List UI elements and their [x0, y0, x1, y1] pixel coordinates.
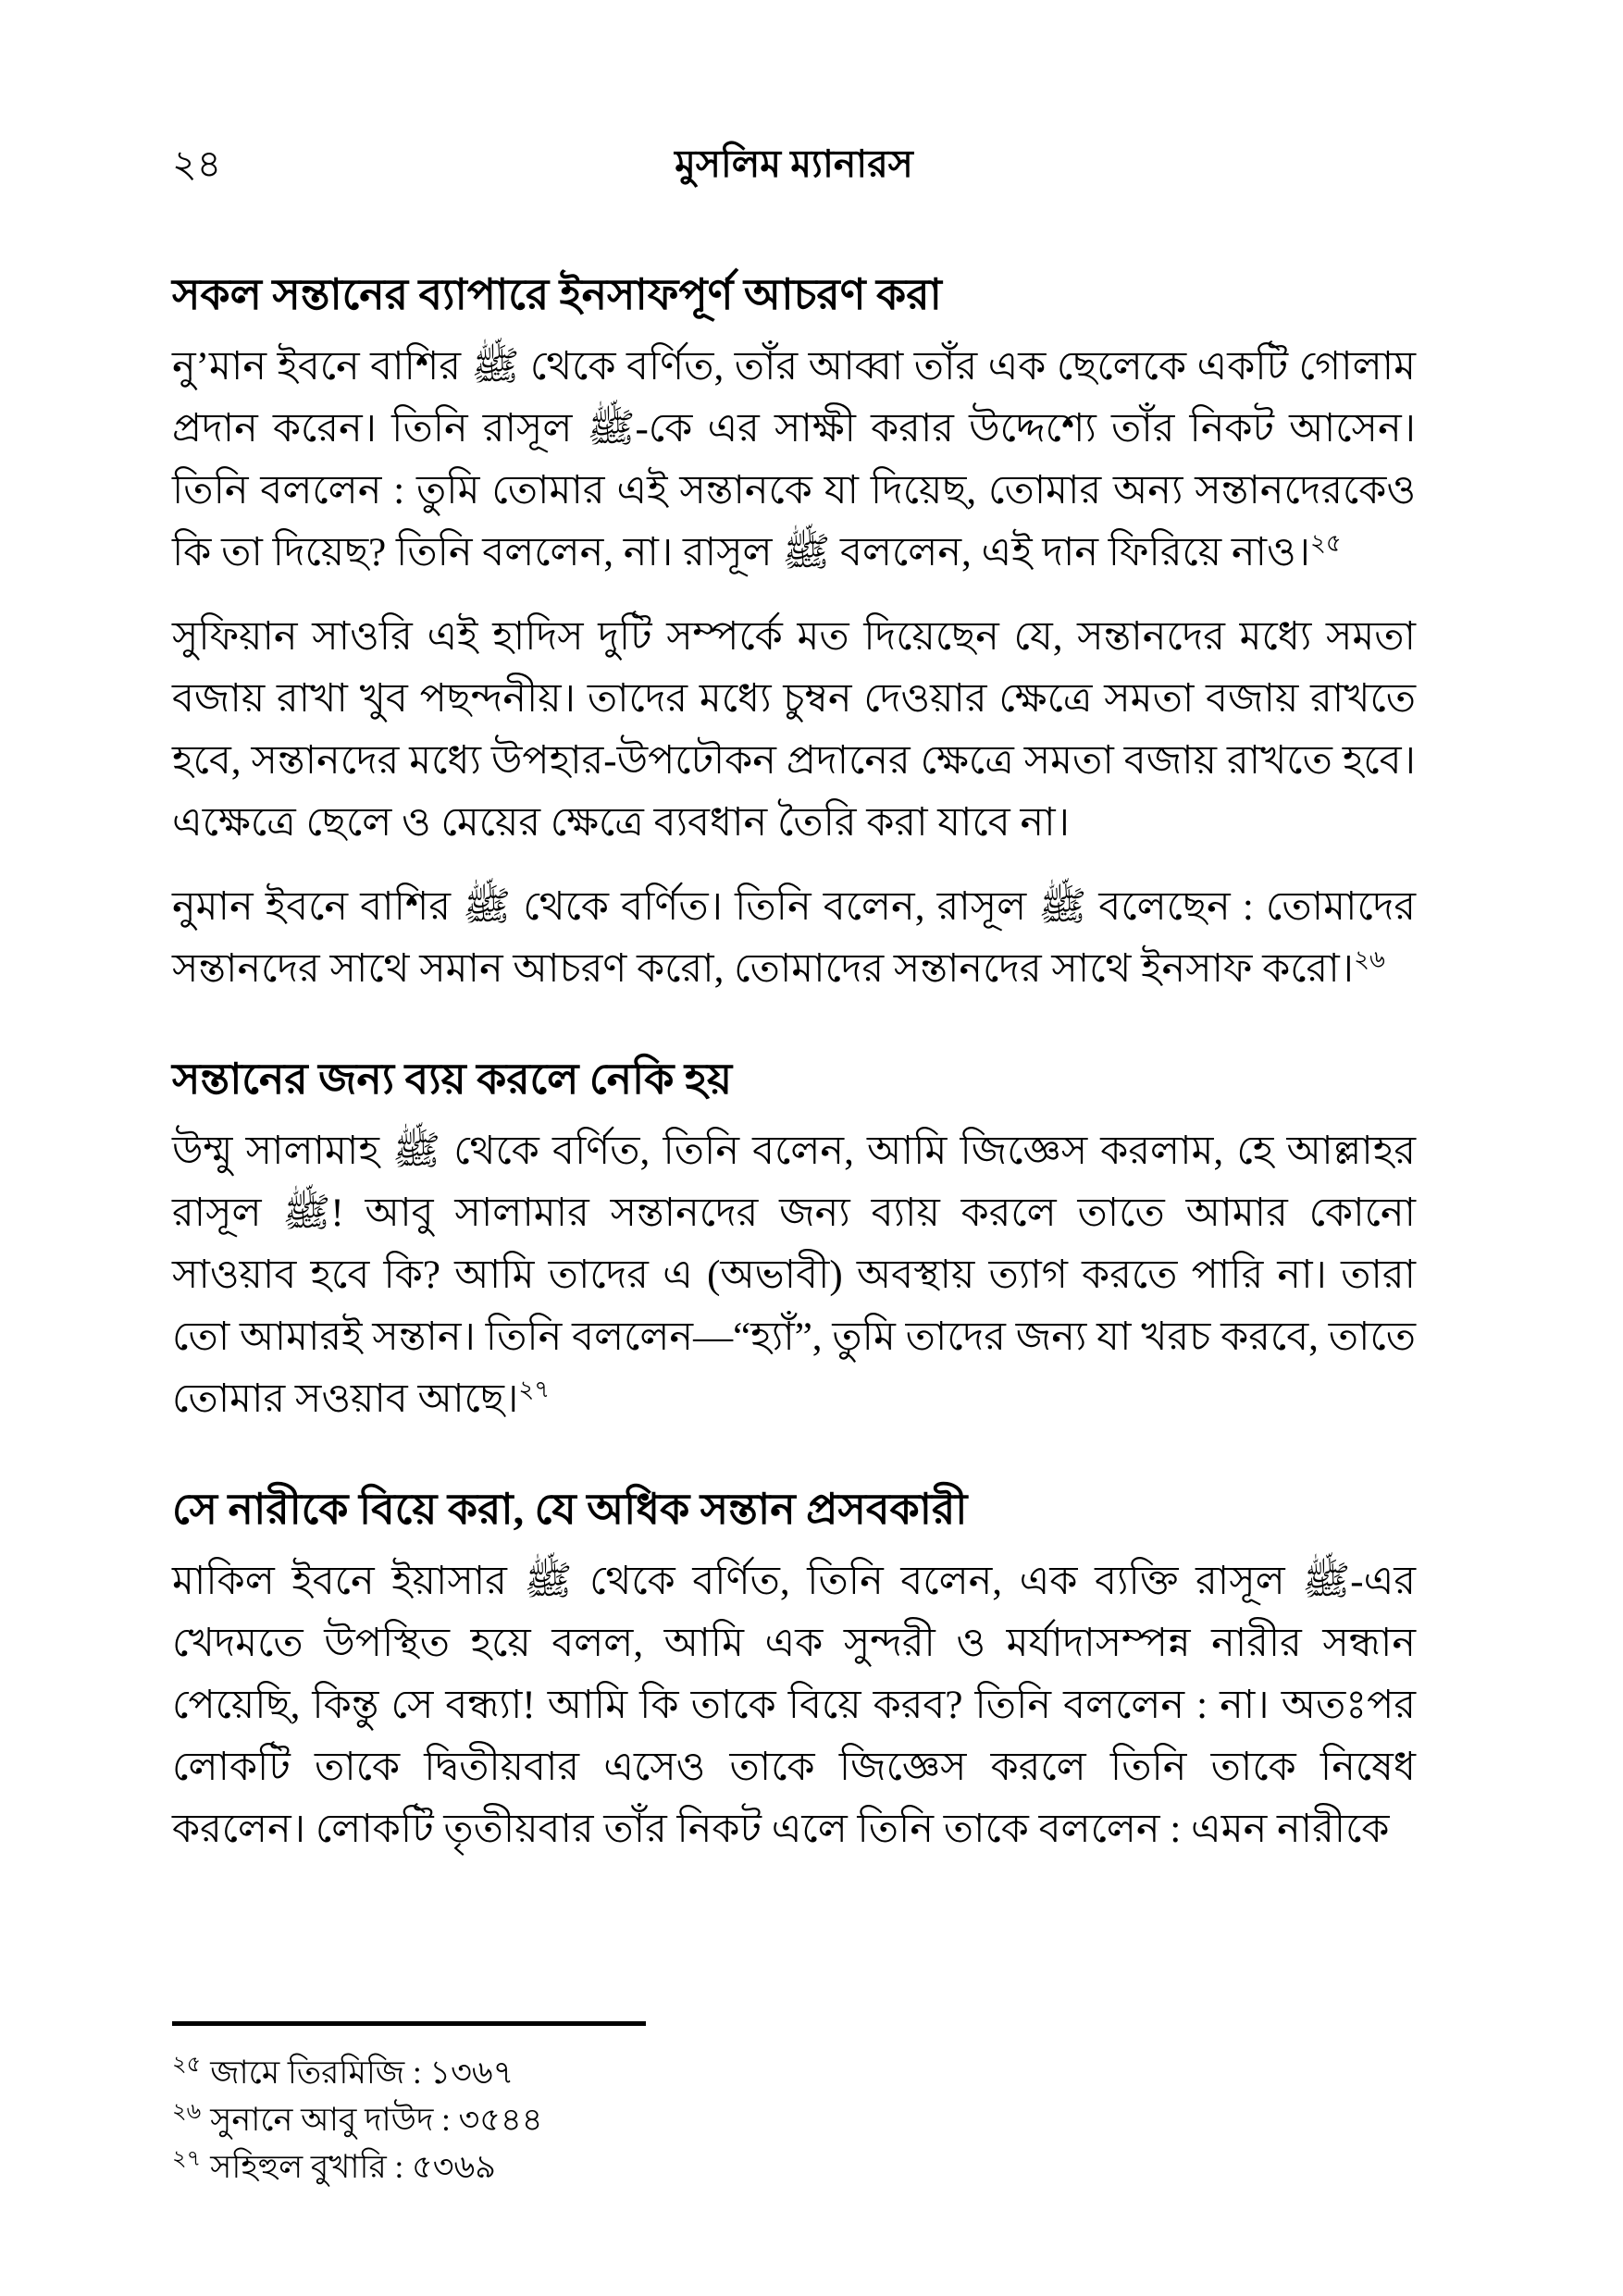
footnote-number: ২৫ — [172, 2053, 202, 2078]
footnotes-block — [172, 2021, 1416, 2191]
footnote-text: সহিহুল বুখারি : ৫৩৬৯ — [210, 2149, 496, 2185]
paragraph-text: সুফিয়ান সাওরি এই হাদিস দুটি সম্পর্কে মত দিয়েছেন যে, সন্তানদের মধ্যে সমতা বজায় রাখা খুব পছন্দনীয়। তাদের মধ্যে চুম্বন দেওয়ার ক্ষেত্রে সমতা বজায় রাখতে হবে, সন্তানদের মধ্যে উপহার-উপঢৌকন প্রদানের ক্ষেত্রে সমতা বজায় রাখতে হবে। এক্ষেত্রে ছেলে ও মেয়ের ক্ষেত্রে ব্যবধান তৈরি করা যাবে না। — [172, 615, 1416, 845]
body-paragraph — [172, 336, 1416, 584]
body-paragraph — [172, 606, 1416, 854]
running-title: মুসলিম ম্যানারস — [675, 142, 913, 185]
footnote-item — [172, 2050, 1416, 2096]
footnote-text: জামে তিরমিজি : ১৩৬৭ — [210, 2055, 514, 2091]
footnote-separator — [172, 2021, 646, 2026]
section-heading: সকল সন্তানের ব্যাপারে ইনসাফপূর্ণ আচরণ করা — [172, 271, 942, 318]
running-head — [172, 139, 1416, 190]
body-paragraph — [172, 1120, 1416, 1430]
footnote-number: ২৭ — [172, 2147, 202, 2172]
body-paragraph — [172, 1550, 1416, 1860]
section-heading: সে নারীকে বিয়ে করা, যে অধিক সন্তান প্রসবকারী — [172, 1486, 968, 1533]
section-heading: সন্তানের জন্য ব্যয় করলে নেকি হয় — [172, 1055, 733, 1103]
footnote-text: সুনানে আবু দাউদ : ৩৫৪৪ — [210, 2102, 543, 2138]
footnote-ref: ২৫ — [1310, 529, 1342, 557]
footnote-item — [172, 2144, 1416, 2191]
body-paragraph — [172, 876, 1416, 1000]
footnote-number: ২৬ — [172, 2100, 202, 2125]
paragraph-text: উম্মু সালামাহ ﷺ থেকে বর্ণিত, তিনি বলেন, আমি জিজ্ঞেস করলাম, হে আল্লাহর রাসূল ﷺ! আবু সালামার সন্তানদের জন্য ব্যায় করলে তাতে আমার কোনো সাওয়াব হবে কি? আমি তাদের এ (অভাবী) অবস্থায় ত্যাগ করতে পারি না। তারা তো আমারই সন্তান। তিনি বললেন—“হ্যাঁ”, তুমি তাদের জন্য যা খরচ করবে, তাতে তোমার সওয়াব আছে। — [172, 1129, 1416, 1421]
footnote-ref: ২৭ — [518, 1376, 551, 1403]
paragraph-text: মাকিল ইবনে ইয়াসার ﷺ থেকে বর্ণিত, তিনি বলেন, এক ব্যক্তি রাসূল ﷺ-এর খেদমতে উপস্থিত হয়ে বলল, আমি এক সুন্দরী ও মর্যাদাসম্পন্ন নারীর সন্ধান পেয়েছি, কিন্তু সে বন্ধ্যা! আমি কি তাকে বিয়ে করব? তিনি বললেন : না। অতঃপর লোকটি তাকে দ্বিতীয়বার এসেও তাকে জিজ্ঞেস করলে তিনি তাকে নিষেধ করলেন। লোকটি তৃতীয়বার তাঁর নিকট এলে তিনি তাকে বললেন : এমন নারীকে — [172, 1560, 1416, 1851]
footnote-ref: ২৬ — [1354, 945, 1385, 973]
page-number: ২৪ — [172, 142, 222, 185]
paragraph-text: নুমান ইবনে বাশির ﷺ থেকে বর্ণিত। তিনি বলেন, রাসূল ﷺ বলেছেন : তোমাদের সন্তানদের সাথে সমান আচরণ করো, তোমাদের সন্তানদের সাথে ইনসাফ করো। — [172, 885, 1416, 991]
footnote-item — [172, 2097, 1416, 2143]
paragraph-text: নু’মান ইবনে বাশির ﷺ থেকে বর্ণিত, তাঁর আব্বা তাঁর এক ছেলেকে একটি গোলাম প্রদান করেন। তিনি রাসূল ﷺ-কে এর সাক্ষী করার উদ্দেশ্যে তাঁর নিকট আসেন। তিনি বললেন : তুমি তোমার এই সন্তানকে যা দিয়েছ, তোমার অন্য সন্তানদেরকেও কি তা দিয়েছ? তিনি বললেন, না। রাসূল ﷺ বললেন, এই দান ফিরিয়ে নাও। — [172, 345, 1417, 574]
